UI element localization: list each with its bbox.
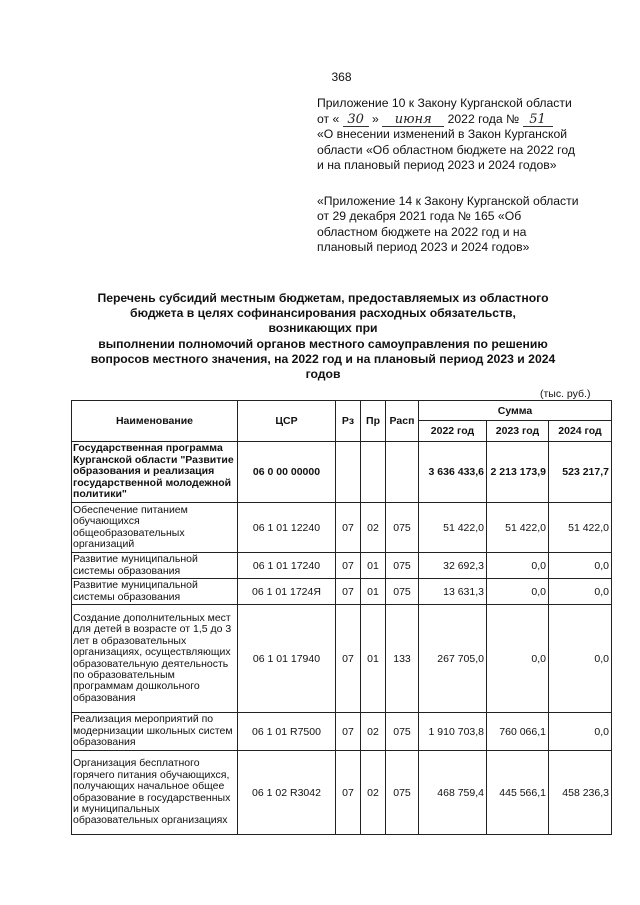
row-rasp — [386, 442, 419, 503]
row-pr: 02 — [361, 751, 386, 835]
row-pr: 02 — [361, 503, 386, 553]
row-rasp: 075 — [386, 713, 419, 751]
row-name: Развитие муниципальной системы образования — [72, 553, 238, 579]
row-rz: 07 — [336, 605, 361, 713]
date-from-label: от « — [317, 111, 340, 126]
table-row — [72, 751, 612, 835]
row-rz: 07 — [336, 579, 361, 605]
row-pr: 02 — [361, 713, 386, 751]
subsidies-table — [71, 400, 612, 835]
header-name: Наименование — [72, 401, 238, 442]
date-year-label: 2022 года № — [447, 111, 520, 126]
row-name: Создание дополнительных мест для детей в возрасте от 1,5 до 3 лет в образовательных организациях, осуществляющих образовательную деятельность по образовательным программам дошкольного образования — [72, 605, 238, 713]
title-line-5: годов — [305, 367, 341, 382]
row-rasp: 133 — [386, 605, 419, 713]
title-line-4: вопросов местного значения, на 2022 год и на плановый период 2023 и 2024 — [90, 351, 556, 366]
row-2023: 51 422,0 — [487, 503, 549, 553]
row-2022: 13 631,3 — [419, 579, 487, 605]
appendix-header — [317, 96, 617, 256]
unit-label: (тыс. руб.) — [540, 388, 591, 400]
row-2023: 0,0 — [487, 605, 549, 713]
title-line-1: Перечень субсидий местным бюджетам, предоставляемых из областного — [97, 291, 549, 305]
row-csr: 06 1 01 R7500 — [238, 713, 336, 751]
row-pr: 01 — [361, 579, 386, 605]
row-csr: 06 1 01 17940 — [238, 605, 336, 713]
row-2023: 0,0 — [487, 553, 549, 579]
row-name: Развитие муниципальной системы образования — [72, 579, 238, 605]
row-2024: 523 217,7 — [549, 442, 612, 503]
row-name: Государственная программа Курганской области "Развитие образования и реализация государственной молодежной политики" — [72, 442, 238, 503]
header-pr: Пр — [361, 401, 386, 442]
row-2024: 51 422,0 — [549, 503, 612, 553]
row-pr — [361, 442, 386, 503]
row-2024: 458 236,3 — [549, 751, 612, 835]
table-row — [72, 579, 612, 605]
row-csr: 06 1 01 17240 — [238, 553, 336, 579]
header-sum: Сумма — [419, 401, 612, 421]
row-2022: 468 759,4 — [419, 751, 487, 835]
row-name: Организация бесплатного горячего питания обучающихся, получающих начальное общее образование в государственных и муниципальных образовательных организациях — [72, 751, 238, 835]
page-number: 368 — [331, 70, 352, 84]
row-name: Обеспечение питанием обучающихся общеобразовательных организаций — [72, 503, 238, 553]
header-2024: 2024 год — [549, 421, 612, 442]
row-2022: 51 422,0 — [419, 503, 487, 553]
handwritten-number: 51 — [523, 114, 553, 127]
row-pr: 01 — [361, 553, 386, 579]
table-row — [72, 442, 612, 503]
handwritten-day: 30 — [343, 114, 369, 127]
row-2024: 0,0 — [549, 713, 612, 751]
row-csr: 06 1 01 1724Я — [238, 579, 336, 605]
appendix-block2-line-4: плановый период 2023 и 2024 годов» — [317, 240, 530, 254]
header-2023: 2023 год — [487, 421, 549, 442]
row-2022: 1 910 703,8 — [419, 713, 487, 751]
header-rz: Рз — [336, 401, 361, 442]
row-2023: 2 213 173,9 — [487, 442, 549, 503]
row-2023: 0,0 — [487, 579, 549, 605]
header-2022: 2022 год — [419, 421, 487, 442]
row-2022: 267 705,0 — [419, 605, 487, 713]
row-rz — [336, 442, 361, 503]
appendix-line-5: и на плановый период 2023 и 2024 годов» — [317, 158, 557, 172]
appendix-date-line — [317, 112, 617, 128]
row-2024: 0,0 — [549, 553, 612, 579]
row-2024: 0,0 — [549, 605, 612, 713]
row-rasp: 075 — [386, 553, 419, 579]
table-row — [72, 713, 612, 751]
document-title — [88, 291, 558, 382]
appendix-line-3: «О внесении изменений в Закон Курганской — [317, 127, 568, 141]
row-csr: 06 0 00 00000 — [238, 442, 336, 503]
table-row — [72, 503, 612, 553]
appendix-block2-line-2: от 29 декабря 2021 года № 165 «Об — [317, 209, 522, 223]
appendix-block2-line-1: «Приложение 14 к Закону Курганской области — [317, 193, 579, 208]
row-rasp: 075 — [386, 751, 419, 835]
table-row — [72, 605, 612, 713]
row-2024: 0,0 — [549, 579, 612, 605]
handwritten-month: июня — [382, 114, 444, 127]
row-rasp: 075 — [386, 579, 419, 605]
row-csr: 06 1 02 R3042 — [238, 751, 336, 835]
appendix-line-4: области «Об областном бюджете на 2022 год — [317, 142, 575, 157]
date-quote: » — [372, 111, 379, 126]
header-csr: ЦСР — [238, 401, 336, 442]
row-2023: 445 566,1 — [487, 751, 549, 835]
appendix-line-1: Приложение 10 к Закону Курганской области — [317, 96, 572, 110]
row-rz: 07 — [336, 503, 361, 553]
title-line-3: выполнении полномочий органов местного самоуправления по решению — [98, 336, 548, 351]
table-row — [72, 553, 612, 579]
row-2023: 760 066,1 — [487, 713, 549, 751]
row-rz: 07 — [336, 713, 361, 751]
header-rasp: Расп — [386, 401, 419, 442]
row-2022: 32 692,3 — [419, 553, 487, 579]
title-line-2: бюджета в целях софинансирования расходных обязательств, возникающих при — [130, 306, 516, 336]
row-name: Реализация мероприятий по модернизации школьных систем образования — [72, 713, 238, 751]
appendix-block2-line-3: областном бюджете на 2022 год и на — [317, 224, 527, 239]
row-csr: 06 1 01 12240 — [238, 503, 336, 553]
row-rasp: 075 — [386, 503, 419, 553]
row-2022: 3 636 433,6 — [419, 442, 487, 503]
row-pr: 01 — [361, 605, 386, 713]
row-rz: 07 — [336, 553, 361, 579]
row-rz: 07 — [336, 751, 361, 835]
